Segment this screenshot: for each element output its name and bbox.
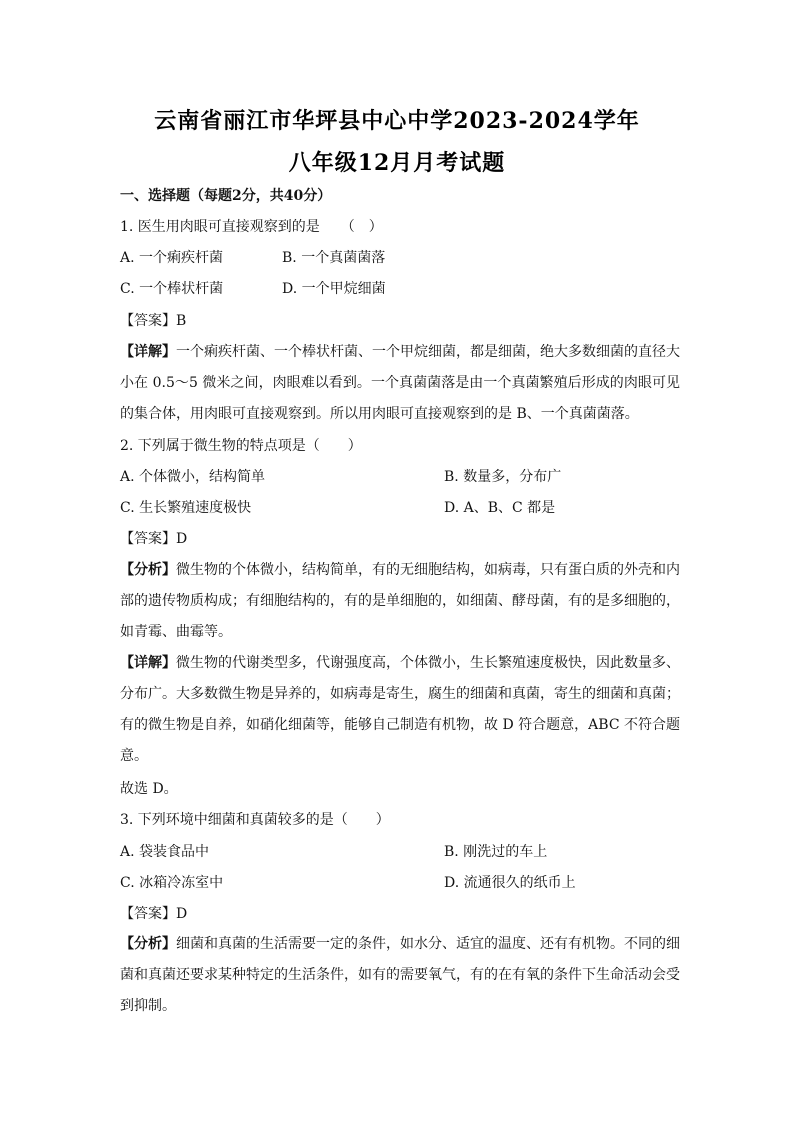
answer-value: D [176,531,188,547]
analysis-tag: 【分析】 [120,936,176,952]
q2-conclusion: 故选 D。 [120,781,178,797]
q1-option-c: C. 一个棒状杆菌 [120,281,224,297]
q3-option-b: B. 刚洗过的车上 [444,844,548,860]
answer-value: B [176,313,187,329]
answer-value: D [176,906,188,922]
q3-stem: 3. 下列环境中细菌和真菌较多的是（ ） [120,812,390,828]
q3-answer [120,904,187,924]
analysis-text: 微生物的个体微小，结构简单，有的无细胞结构，如病毒，只有蛋白质的外壳和内部的遗传物质构成；有细胞结构的，有的是单细胞的，如细菌、酵母菌，有的是多细胞的，如青霉、曲霉等。 [120,562,680,640]
q1-stem: 1. 医生用肉眼可直接观察到的是 （ ） [120,219,383,235]
detail-tag: 【详解】 [120,344,176,360]
q1-option-d: D. 一个甲烷细菌 [282,281,386,297]
q2-analysis [120,555,680,648]
q2-detail [120,648,680,772]
detail-tag: 【详解】 [120,655,176,671]
q1-detail [120,337,680,430]
q2-option-c: C. 生长繁殖速度极快 [120,500,252,516]
q2-option-b: B. 数量多，分布广 [444,469,562,485]
document-title-line2: 八年级12月月考试题 [288,150,506,176]
answer-tag: 【答案】 [120,313,176,329]
q1-answer [120,311,186,331]
q3-option-a: A. 袋装食品中 [120,844,210,860]
q2-option-a: A. 个体微小，结构简单 [120,469,266,485]
detail-text: 一个痢疾杆菌、一个棒状杆菌、一个甲烷细菌，都是细菌，绝大多数细菌的直径大小在 0.5～5 微米之间，肉眼难以看到。一个真菌菌落是由一个真菌繁殖后形成的肉眼可见的集合体，用肉眼可直接观察到。所以用肉眼可直接观察到的是 B、一个真菌菌落。 [120,344,680,422]
q3-analysis [120,929,680,1022]
answer-tag: 【答案】 [120,906,176,922]
q1-option-a: A. 一个痢疾杆菌 [120,250,224,266]
detail-text: 微生物的代谢类型多，代谢强度高，个体微小，生长繁殖速度极快，因此数量多、分布广。大多数微生物是异养的，如病毒是寄生，腐生的细菌和真菌，寄生的细菌和真菌；有的微生物是自养，如硝化细菌等，能够自己制造有机物，故 D 符合题意，ABC 不符合题意。 [120,655,680,764]
q1-option-b: B. 一个真菌菌落 [282,250,386,266]
section-heading: 一、选择题（每题2分，共40分） [120,188,332,204]
q2-option-d: D. A、B、C 都是 [444,500,556,516]
q3-option-c: C. 冰箱冷冻室中 [120,875,224,891]
answer-tag: 【答案】 [120,531,176,547]
analysis-tag: 【分析】 [120,562,176,578]
q3-option-d: D. 流通很久的纸币上 [444,875,576,891]
analysis-text: 细菌和真菌的生活需要一定的条件，如水分、适宜的温度、还有有机物。不同的细菌和真菌还要求某种特定的生活条件，如有的需要氧气，有的在有氧的条件下生命活动会受到抑制。 [120,936,680,1014]
document-title-line1: 云南省丽江市华坪县中心中学2023-2024学年 [154,108,640,134]
q2-answer [120,529,187,549]
q2-stem: 2. 下列属于微生物的特点项是（ ） [120,438,362,454]
